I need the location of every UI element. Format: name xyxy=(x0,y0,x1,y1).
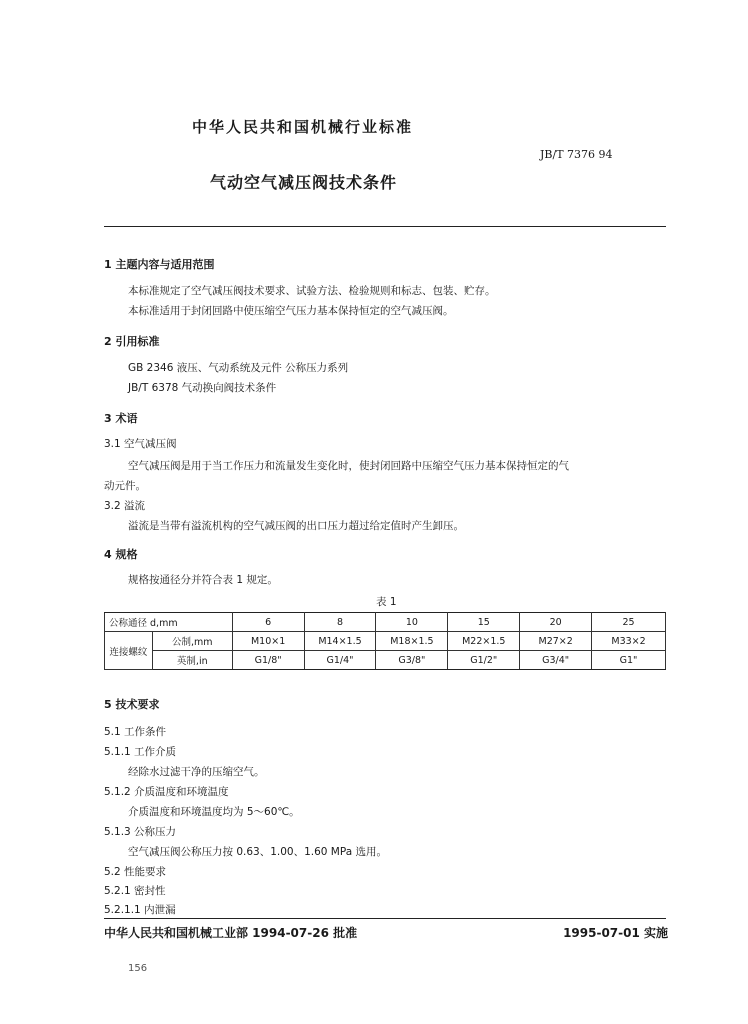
diameter-cell: 10 xyxy=(376,613,448,632)
term-3-1-text-line-2: 动元件。 xyxy=(104,480,146,492)
imperial-cell: G1/2" xyxy=(448,651,520,670)
term-3-2-text: 溢流是当带有溢流机构的空气减压阀的出口压力超过给定值时产生卸压。 xyxy=(128,520,464,532)
clause-5-1-3-text: 空气减压阀公称压力按 0.63、1.00、1.60 MPa 选用。 xyxy=(128,846,388,858)
diameter-cell: 20 xyxy=(520,613,592,632)
clause-5-1-2-heading: 5.1.2 介质温度和环境温度 xyxy=(104,786,229,798)
term-3-2-heading: 3.2 溢流 xyxy=(104,500,146,512)
imperial-cell: G1/8" xyxy=(232,651,304,670)
section-4-text: 规格按通径分并符合表 1 规定。 xyxy=(128,574,278,586)
standard-number: JB/T 7376 94 xyxy=(540,148,613,161)
clause-5-1-3-heading: 5.1.3 公称压力 xyxy=(104,826,177,838)
metric-label: 公制,mm xyxy=(152,632,232,651)
table-row xyxy=(105,613,666,632)
reference-2: JB/T 6378 气动换向阀技术条件 xyxy=(128,382,277,394)
clause-5-1-heading: 5.1 工作条件 xyxy=(104,726,167,738)
section-2-heading: 2 引用标准 xyxy=(104,335,160,348)
section-1-paragraph-1: 本标准规定了空气减压阀技术要求、试验方法、检验规则和标志、包装、贮存。 xyxy=(128,285,496,297)
clause-5-2-1-heading: 5.2.1 密封性 xyxy=(104,885,166,897)
imperial-cell: G1/4" xyxy=(304,651,376,670)
effective-date: 1995-07-01 实施 xyxy=(563,926,668,940)
diameter-cell: 6 xyxy=(232,613,304,632)
diameter-cell: 15 xyxy=(448,613,520,632)
term-3-1-heading: 3.1 空气减压阀 xyxy=(104,438,177,450)
clause-5-2-heading: 5.2 性能要求 xyxy=(104,866,167,878)
metric-cell: M22×1.5 xyxy=(448,632,520,651)
metric-cell: M14×1.5 xyxy=(304,632,376,651)
section-3-heading: 3 术语 xyxy=(104,412,138,425)
imperial-cell: G1" xyxy=(592,651,666,670)
section-1-heading: 1 主题内容与适用范围 xyxy=(104,258,215,271)
clause-5-1-1-text: 经除水过滤干净的压缩空气。 xyxy=(128,766,265,778)
reference-1: GB 2346 液压、气动系统及元件 公称压力系列 xyxy=(128,362,349,374)
spec-table xyxy=(104,612,666,670)
table-caption: 表 1 xyxy=(376,596,397,608)
imperial-label: 英制,in xyxy=(152,651,232,670)
diameter-header: 公称通径 d,mm xyxy=(105,613,233,632)
metric-cell: M18×1.5 xyxy=(376,632,448,651)
section-4-heading: 4 规格 xyxy=(104,548,138,561)
imperial-cell: G3/8" xyxy=(376,651,448,670)
clause-5-1-2-text: 介质温度和环境温度均为 5～60℃。 xyxy=(128,806,300,818)
thread-group-label: 连接螺纹 xyxy=(105,632,153,670)
standard-organization: 中华人民共和国机械行业标准 xyxy=(192,118,414,136)
metric-cell: M27×2 xyxy=(520,632,592,651)
metric-cell: M33×2 xyxy=(592,632,666,651)
term-3-1-text-line-1: 空气减压阀是用于当工作压力和流量发生变化时，使封闭回路中压缩空气压力基本保持恒定的气 xyxy=(128,460,569,472)
table-row xyxy=(105,651,666,670)
diameter-cell: 8 xyxy=(304,613,376,632)
table-row xyxy=(105,632,666,651)
approval-line: 中华人民共和国机械工业部 1994-07-26 批准 xyxy=(104,926,358,940)
imperial-cell: G3/4" xyxy=(520,651,592,670)
document-title: 气动空气减压阀技术条件 xyxy=(210,173,398,192)
footer-rule xyxy=(104,918,666,919)
clause-5-2-1-1-heading: 5.2.1.1 内泄漏 xyxy=(104,904,176,916)
header-rule xyxy=(104,226,666,227)
metric-cell: M10×1 xyxy=(232,632,304,651)
diameter-cell: 25 xyxy=(592,613,666,632)
clause-5-1-1-heading: 5.1.1 工作介质 xyxy=(104,746,177,758)
page-number: 156 xyxy=(128,963,148,974)
section-1-paragraph-2: 本标准适用于封闭回路中使压缩空气压力基本保持恒定的空气减压阀。 xyxy=(128,305,454,317)
section-5-heading: 5 技术要求 xyxy=(104,698,160,711)
